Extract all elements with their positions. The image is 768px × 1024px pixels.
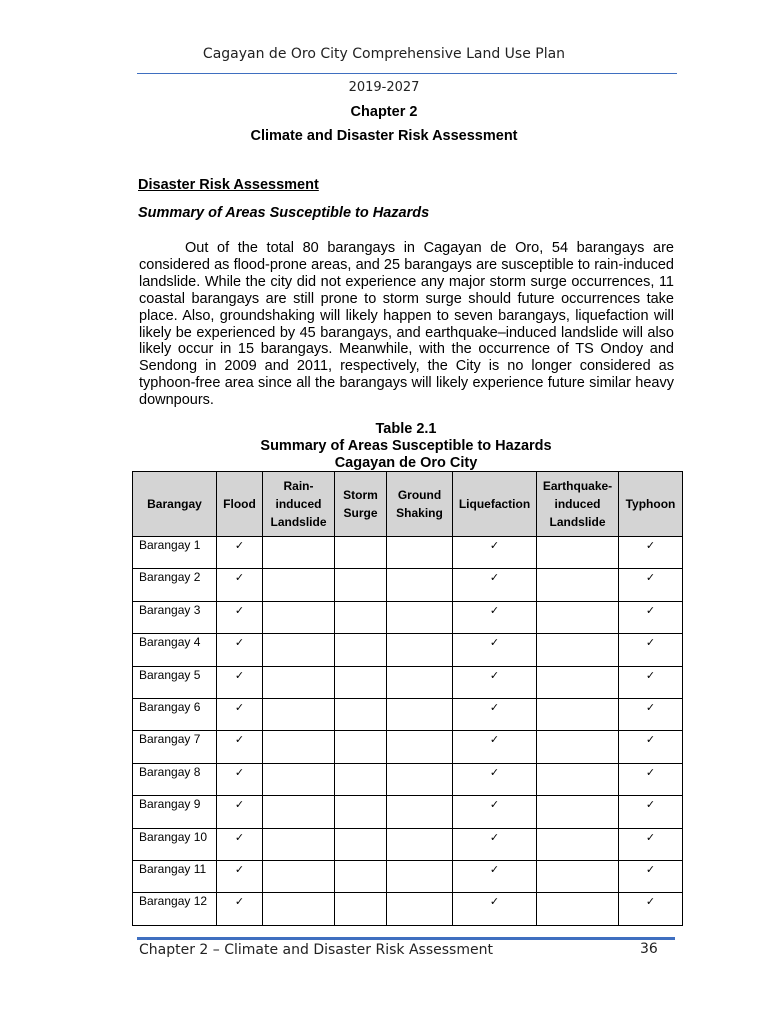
empty-cell (387, 796, 453, 828)
column-header-ground-shaking: Ground Shaking (387, 472, 453, 537)
empty-cell (537, 601, 619, 633)
column-header-liquefaction: Liquefaction (453, 472, 537, 537)
check-mark-icon: ✓ (217, 601, 263, 633)
empty-cell (263, 893, 335, 925)
header-rule (137, 73, 677, 74)
empty-cell (263, 860, 335, 892)
barangay-name: Barangay 11 (133, 860, 217, 892)
empty-cell (263, 763, 335, 795)
check-mark-icon: ✓ (453, 796, 537, 828)
table-row (133, 666, 683, 698)
table-row (133, 634, 683, 666)
empty-cell (335, 796, 387, 828)
table-row (133, 796, 683, 828)
empty-cell (387, 666, 453, 698)
empty-cell (263, 601, 335, 633)
hazard-table (132, 471, 683, 926)
barangay-name: Barangay 7 (133, 731, 217, 763)
check-mark-icon: ✓ (453, 763, 537, 795)
check-mark-icon: ✓ (453, 634, 537, 666)
barangay-name: Barangay 9 (133, 796, 217, 828)
empty-cell (263, 796, 335, 828)
barangay-name: Barangay 1 (133, 537, 217, 569)
table-row (133, 828, 683, 860)
table-label: Table 2.1 (375, 421, 437, 437)
barangay-name: Barangay 3 (133, 601, 217, 633)
table-row (133, 698, 683, 730)
empty-cell (537, 666, 619, 698)
check-mark-icon: ✓ (217, 537, 263, 569)
empty-cell (335, 731, 387, 763)
empty-cell (263, 731, 335, 763)
table-row (133, 569, 683, 601)
section-heading: Disaster Risk Assessment (138, 177, 319, 193)
empty-cell (387, 828, 453, 860)
check-mark-icon: ✓ (453, 537, 537, 569)
column-header-typhoon: Typhoon (619, 472, 683, 537)
check-mark-icon: ✓ (619, 893, 683, 925)
check-mark-icon: ✓ (453, 698, 537, 730)
section-subheading: Summary of Areas Susceptible to Hazards (138, 205, 430, 221)
barangay-name: Barangay 6 (133, 698, 217, 730)
empty-cell (335, 860, 387, 892)
empty-cell (537, 893, 619, 925)
check-mark-icon: ✓ (217, 763, 263, 795)
check-mark-icon: ✓ (217, 893, 263, 925)
table-row (133, 731, 683, 763)
empty-cell (335, 893, 387, 925)
check-mark-icon: ✓ (619, 860, 683, 892)
empty-cell (387, 698, 453, 730)
check-mark-icon: ✓ (453, 860, 537, 892)
barangay-name: Barangay 4 (133, 634, 217, 666)
empty-cell (537, 537, 619, 569)
check-mark-icon: ✓ (217, 698, 263, 730)
check-mark-icon: ✓ (619, 698, 683, 730)
empty-cell (537, 796, 619, 828)
empty-cell (335, 634, 387, 666)
check-mark-icon: ✓ (217, 860, 263, 892)
empty-cell (387, 893, 453, 925)
barangay-name: Barangay 12 (133, 893, 217, 925)
paragraph-text: Out of the total 80 barangays in Cagayan de Oro, 54 barangays are considered as flood-prone areas, and 25 barangays are susceptible to rain-induced landslide. While the city did not experience any major storm surge occurrences, 11 coastal barangays are still prone to storm surge should future occurrences take place. Also, groundshaking will likely happen to seven barangays, liquefaction will likely be experienced by 45 barangays, and earthquake–induced landslide will also likely occur in 15 barangays. Meanwhile, with the occurrence of TS Ondoy and Sendong in 2009 and 2011, respectively, the City is no longer considered as typhoon-free area since all the barangays will likely experience future similar heavy downpours. (139, 240, 674, 409)
empty-cell (387, 634, 453, 666)
empty-cell (387, 731, 453, 763)
running-footer: Chapter 2 – Climate and Disaster Risk Assessment (139, 942, 493, 958)
empty-cell (537, 698, 619, 730)
check-mark-icon: ✓ (619, 731, 683, 763)
running-header: Cagayan de Oro City Comprehensive Land Use Plan (202, 46, 566, 62)
empty-cell (387, 763, 453, 795)
check-mark-icon: ✓ (619, 828, 683, 860)
barangay-name: Barangay 8 (133, 763, 217, 795)
empty-cell (335, 698, 387, 730)
column-header-barangay: Barangay (133, 472, 217, 537)
check-mark-icon: ✓ (619, 601, 683, 633)
barangay-name: Barangay 5 (133, 666, 217, 698)
check-mark-icon: ✓ (217, 666, 263, 698)
empty-cell (537, 731, 619, 763)
check-mark-icon: ✓ (619, 796, 683, 828)
empty-cell (537, 828, 619, 860)
barangay-name: Barangay 10 (133, 828, 217, 860)
check-mark-icon: ✓ (453, 731, 537, 763)
barangay-name: Barangay 2 (133, 569, 217, 601)
check-mark-icon: ✓ (453, 828, 537, 860)
table-title: Summary of Areas Susceptible to Hazards (260, 438, 552, 454)
check-mark-icon: ✓ (619, 666, 683, 698)
empty-cell (335, 569, 387, 601)
empty-cell (537, 763, 619, 795)
table-header-row (133, 472, 683, 537)
empty-cell (387, 601, 453, 633)
empty-cell (263, 537, 335, 569)
body-paragraph (139, 240, 674, 409)
check-mark-icon: ✓ (453, 893, 537, 925)
table-row (133, 537, 683, 569)
column-header-flood: Flood (217, 472, 263, 537)
empty-cell (537, 634, 619, 666)
empty-cell (263, 698, 335, 730)
check-mark-icon: ✓ (217, 796, 263, 828)
check-mark-icon: ✓ (453, 601, 537, 633)
check-mark-icon: ✓ (453, 666, 537, 698)
table-subtitle: Cagayan de Oro City (334, 455, 478, 471)
empty-cell (335, 763, 387, 795)
empty-cell (387, 860, 453, 892)
empty-cell (335, 666, 387, 698)
empty-cell (263, 634, 335, 666)
check-mark-icon: ✓ (619, 763, 683, 795)
check-mark-icon: ✓ (619, 634, 683, 666)
table-row (133, 763, 683, 795)
check-mark-icon: ✓ (217, 634, 263, 666)
plan-years: 2019-2027 (348, 80, 420, 95)
check-mark-icon: ✓ (217, 828, 263, 860)
empty-cell (537, 569, 619, 601)
column-header-earthquake-induced-landslide: Earthquake-induced Landslide (537, 472, 619, 537)
empty-cell (537, 860, 619, 892)
table-row (133, 893, 683, 925)
table-row (133, 601, 683, 633)
empty-cell (263, 569, 335, 601)
empty-cell (335, 601, 387, 633)
empty-cell (335, 828, 387, 860)
empty-cell (387, 537, 453, 569)
chapter-number: Chapter 2 (350, 104, 418, 120)
empty-cell (263, 666, 335, 698)
empty-cell (263, 828, 335, 860)
column-header-rain-induced-landslide: Rain-induced Landslide (263, 472, 335, 537)
page-number: 36 (640, 941, 658, 957)
footer-rule (137, 937, 675, 940)
chapter-title: Climate and Disaster Risk Assessment (250, 128, 518, 144)
table-row (133, 860, 683, 892)
check-mark-icon: ✓ (619, 569, 683, 601)
column-header-storm-surge: Storm Surge (335, 472, 387, 537)
check-mark-icon: ✓ (217, 569, 263, 601)
empty-cell (387, 569, 453, 601)
check-mark-icon: ✓ (217, 731, 263, 763)
empty-cell (335, 537, 387, 569)
check-mark-icon: ✓ (619, 537, 683, 569)
check-mark-icon: ✓ (453, 569, 537, 601)
